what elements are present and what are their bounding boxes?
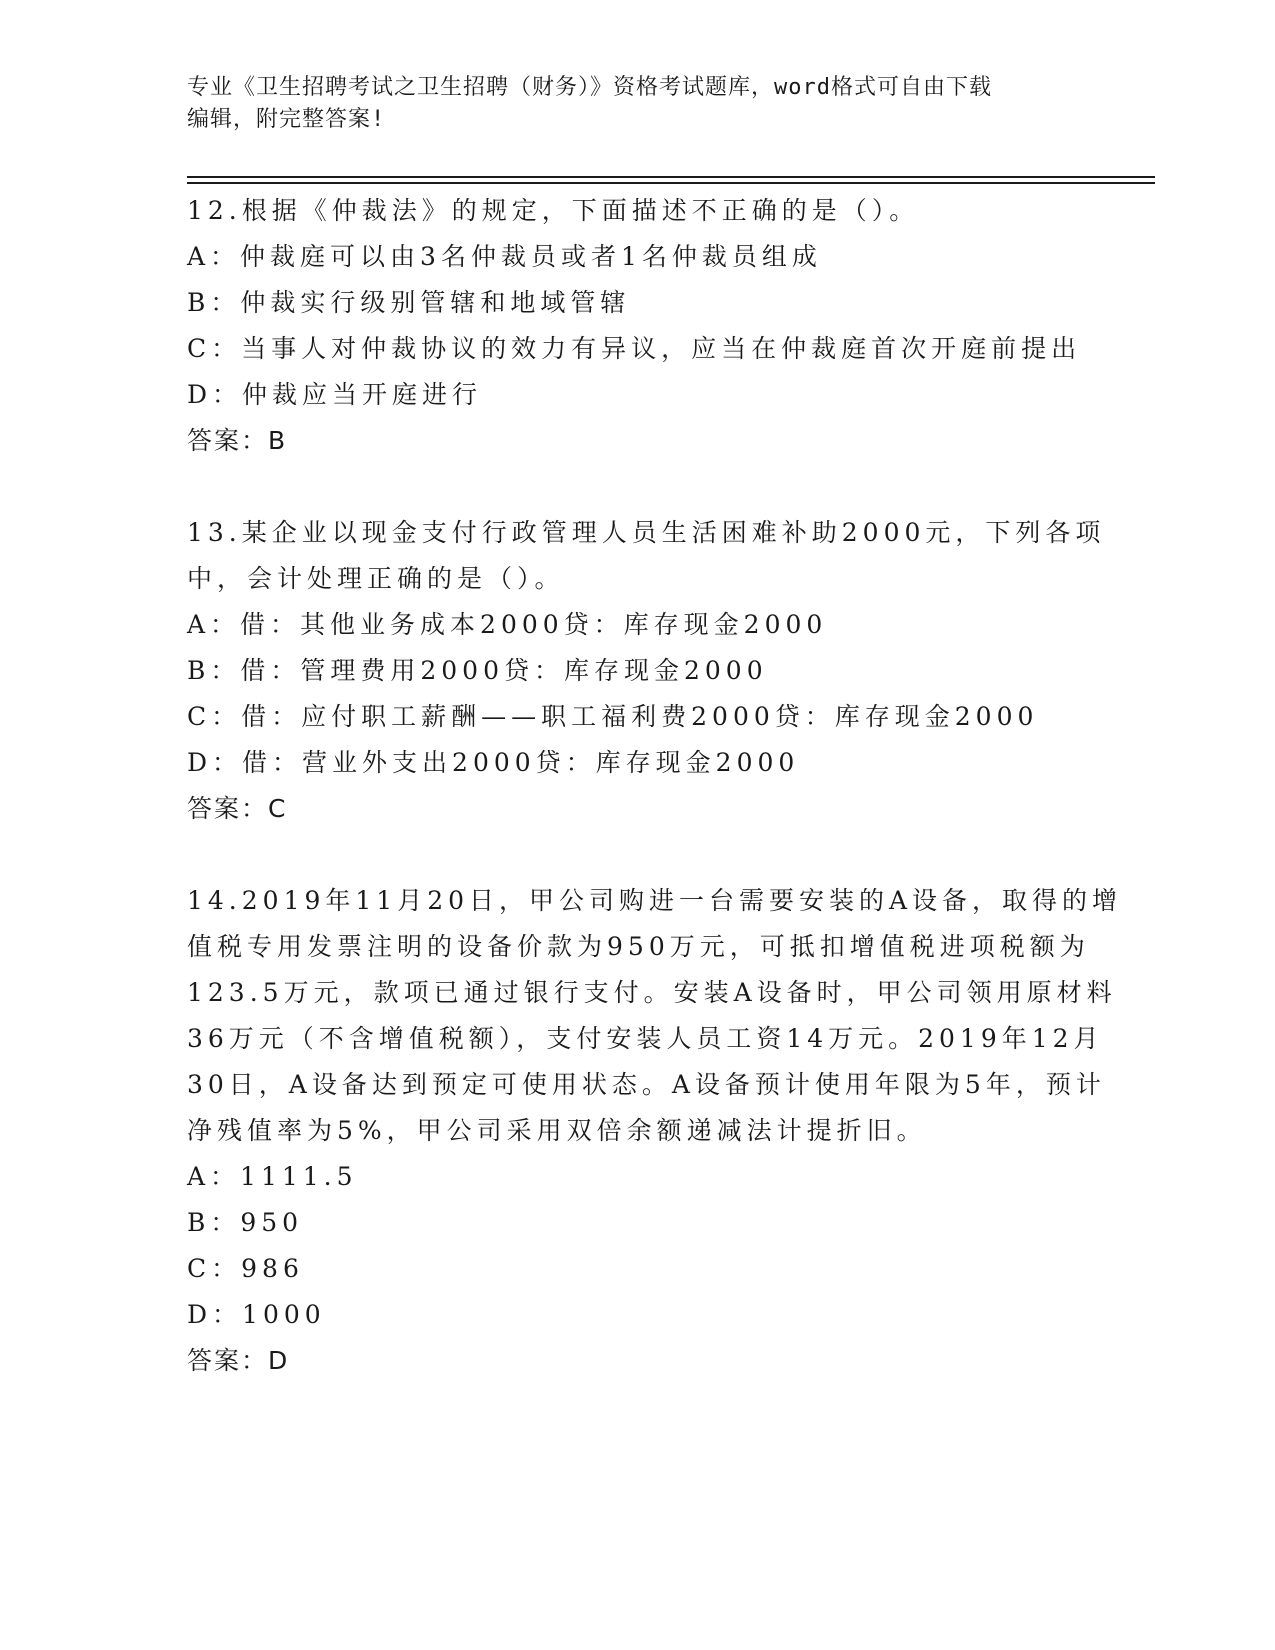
question-14: [187, 878, 1123, 1384]
question-stem: 中，会计处理正确的是（）。: [187, 564, 565, 593]
header-divider: [187, 182, 1155, 184]
option-d: D：仲裁应当开庭进行: [187, 380, 483, 409]
option-d: D：1000: [187, 1300, 326, 1329]
option-b: B：仲裁实行级别管辖和地域管辖: [187, 288, 631, 317]
question-stem: 36万元（不含增值税额），支付安装人员工资14万元。2019年12月: [187, 1024, 1104, 1053]
header-line: 专业《卫生招聘考试之卫生招聘（财务）》资格考试题库，word格式可自由下载: [187, 75, 992, 100]
option-b: B：950: [187, 1208, 304, 1237]
answer-label: 答案：B: [187, 426, 288, 455]
question-13: [187, 510, 1106, 832]
header-divider: [187, 176, 1155, 178]
option-a: A：1111.5: [187, 1162, 358, 1191]
document-header: [187, 72, 1067, 136]
option-d: D：借：营业外支出2000贷：库存现金2000: [187, 748, 800, 777]
question-stem: 净残值率为5%，甲公司采用双倍余额递减法计提折旧。: [187, 1116, 927, 1145]
option-c: C：当事人对仲裁协议的效力有异议，应当在仲裁庭首次开庭前提出: [187, 334, 1082, 363]
question-stem: 123.5万元，款项已通过银行支付。安装A设备时，甲公司领用原材料: [187, 978, 1117, 1007]
option-a: A：借：其他业务成本2000贷：库存现金2000: [187, 610, 828, 639]
question-stem: 14.2019年11月20日，甲公司购进一台需要安装的A设备，取得的增: [187, 886, 1123, 915]
option-c: C：借：应付职工薪酬——职工福利费2000贷：库存现金2000: [187, 702, 1039, 731]
question-list: [187, 188, 1123, 1430]
question-stem: 13.某企业以现金支付行政管理人员生活困难补助2000元，下列各项: [187, 518, 1106, 547]
answer-label: 答案：C: [187, 794, 288, 823]
question-stem: 12.根据《仲裁法》的规定，下面描述不正确的是（）。: [187, 196, 920, 225]
option-a: A：仲裁庭可以由3名仲裁员或者1名仲裁员组成: [187, 242, 822, 271]
question-12: [187, 188, 1087, 464]
answer-label: 答案：D: [187, 1346, 290, 1375]
option-c: C：986: [187, 1254, 304, 1283]
question-stem: 30日，A设备达到预定可使用状态。A设备预计使用年限为5年，预计: [187, 1070, 1106, 1099]
question-stem: 值税专用发票注明的设备价款为950万元，可抵扣增值税进项税额为: [187, 932, 1090, 961]
header-line: 编辑，附完整答案!: [187, 107, 386, 132]
option-b: B：借：管理费用2000贷：库存现金2000: [187, 656, 768, 685]
